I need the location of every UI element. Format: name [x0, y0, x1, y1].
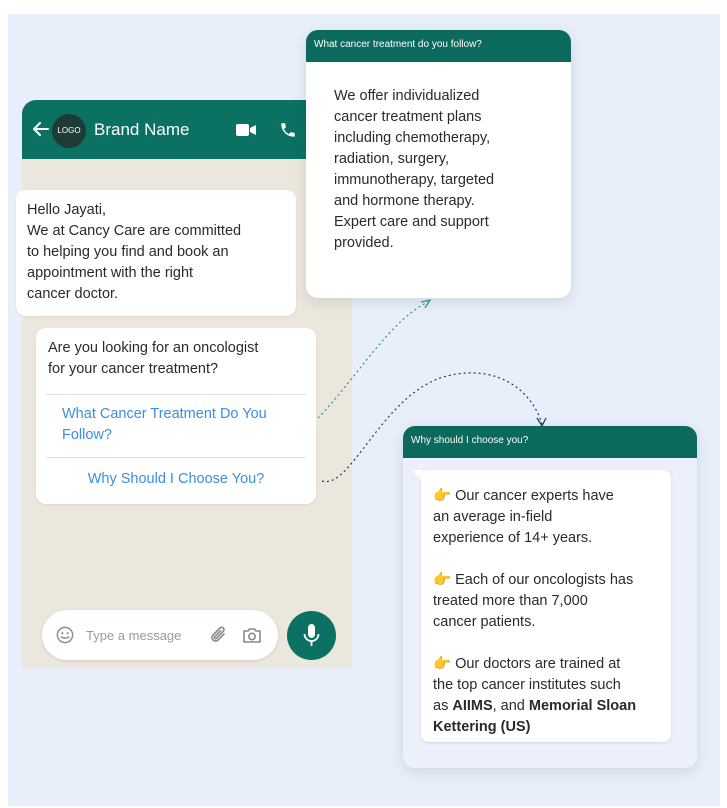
why-choose-answer-card — [403, 426, 697, 768]
card-line: and hormone therapy. — [334, 193, 475, 209]
treatment-answer-card — [306, 30, 571, 298]
text-bold: AIIMS — [452, 698, 493, 714]
greeting-line: cancer doctor. — [27, 286, 119, 302]
greeting-line: We at Cancy Care are committed — [27, 223, 242, 239]
greeting-line: appointment with the right — [27, 265, 194, 281]
card-line: treated more than 7,000 — [433, 593, 588, 609]
text-fragment: , and — [492, 698, 529, 714]
greeting-line: to helping you find and book an — [27, 244, 229, 260]
card-line: 👉 Each of our oncologists has — [433, 572, 634, 588]
question-line: for your cancer treatment? — [48, 361, 219, 377]
text-fragment: as — [433, 698, 453, 714]
connector-to-card1 — [318, 302, 428, 418]
brand-logo: LOGO — [52, 114, 86, 148]
greeting-line: Hello Jayati, — [27, 202, 106, 218]
card-line: immunotherapy, targeted — [334, 172, 495, 188]
card-line: Kettering (US) — [433, 719, 531, 735]
card-line: the top cancer institutes such — [433, 677, 621, 693]
card-line: experience of 14+ years. — [433, 530, 593, 546]
quick-reply-label: What Cancer Treatment Do You — [62, 406, 267, 422]
why-choose-message — [421, 470, 671, 742]
card-line: Expert care and support — [334, 214, 489, 230]
quick-reply-label: Why Should I Choose You? — [87, 471, 265, 487]
message-placeholder[interactable]: Type a message — [86, 628, 182, 643]
connector-arrow-card2 — [537, 418, 546, 426]
connector-arrow-card1 — [421, 300, 430, 308]
quick-reply-label: Follow? — [62, 427, 112, 443]
card-line: We offer individualized — [334, 88, 480, 104]
card-line: an average in-field — [433, 509, 553, 525]
card-line: provided. — [334, 235, 394, 251]
card-line: cancer patients. — [433, 614, 536, 630]
card-line: cancer treatment plans — [334, 109, 482, 125]
card-line: including chemotherapy, — [334, 130, 491, 146]
card-line — [433, 696, 661, 717]
card-title: Why should I choose you? — [403, 426, 697, 458]
card-title: What cancer treatment do you follow? — [306, 30, 571, 62]
question-line: Are you looking for an oncologist — [48, 340, 259, 356]
text-bold: Memorial Sloan — [528, 698, 637, 714]
card-line: 👉 Our cancer experts have — [433, 488, 614, 504]
brand-name: Brand Name — [94, 120, 190, 139]
card-line: 👉 Our doctors are trained at — [433, 656, 621, 672]
card-line: radiation, surgery, — [334, 151, 449, 167]
